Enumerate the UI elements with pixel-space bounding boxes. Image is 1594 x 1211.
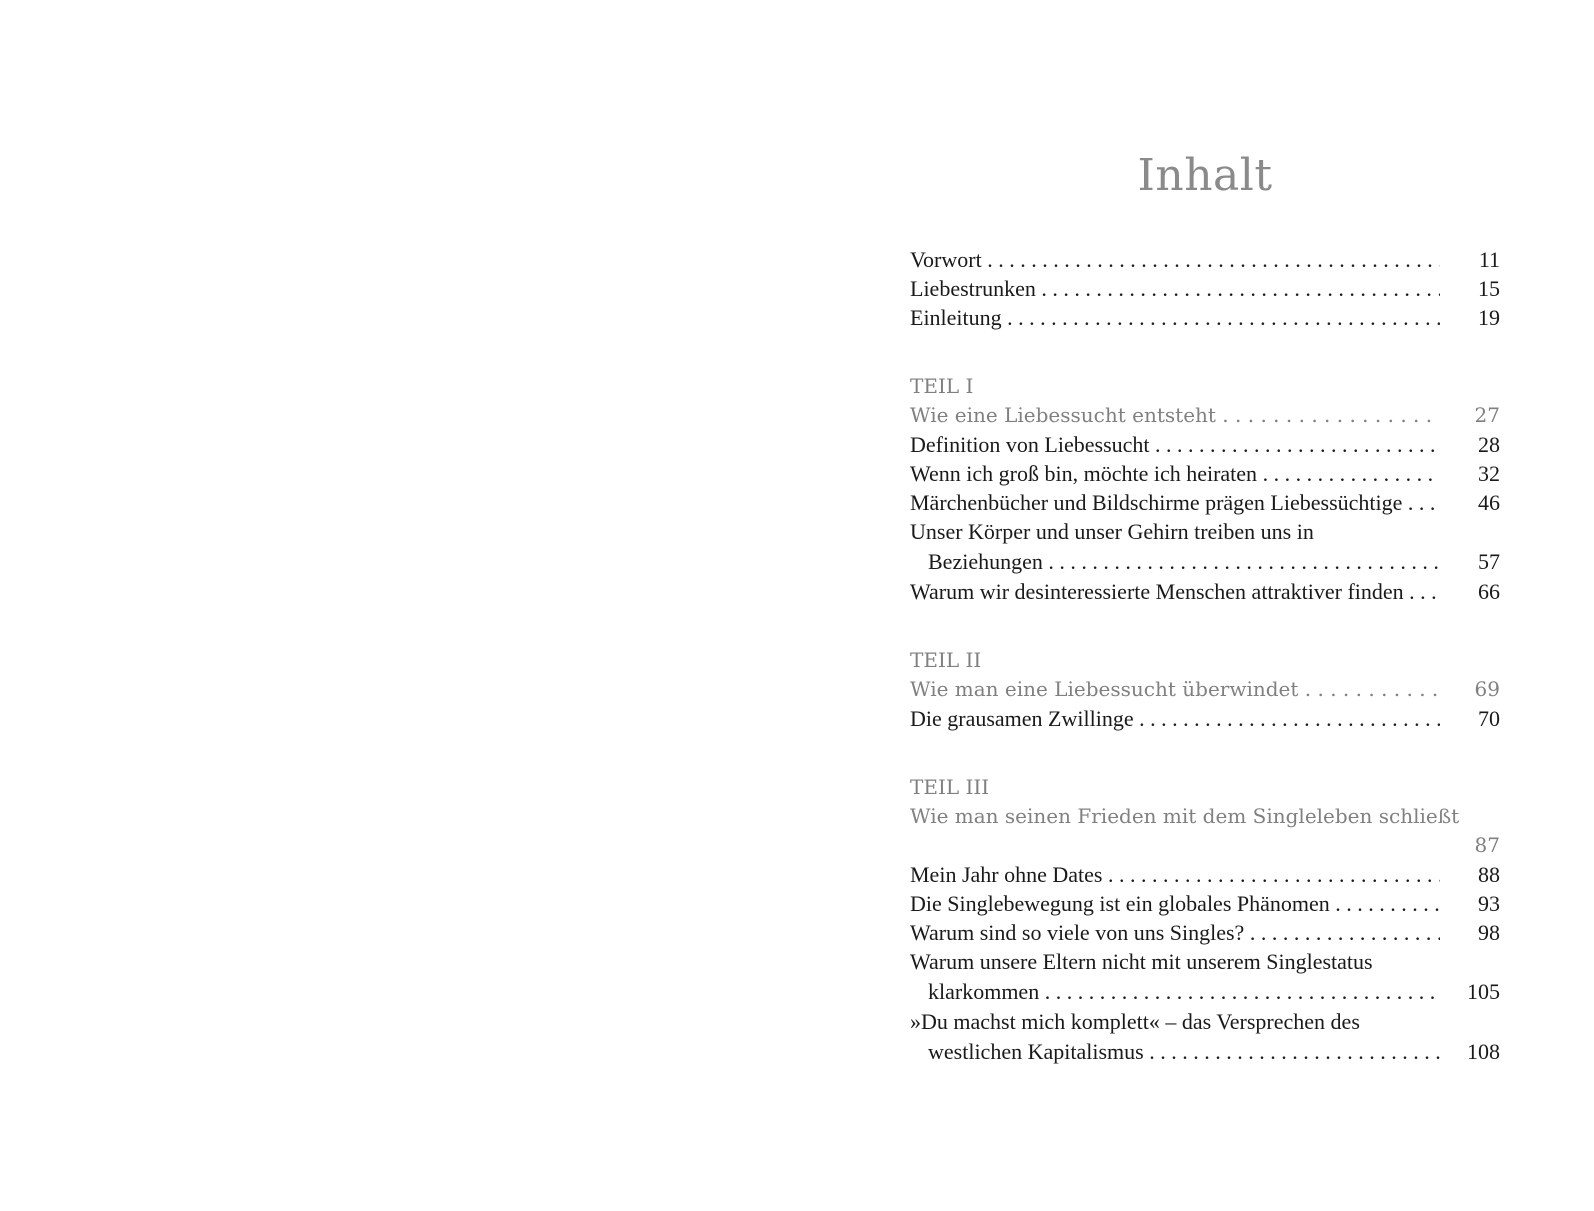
part-label: TEIL III	[910, 775, 990, 799]
part-label: TEIL I	[910, 374, 974, 398]
toc-entry-page: 108	[1467, 1039, 1500, 1064]
toc-entry-label: Unser Körper und unser Gehirn treiben uns in	[910, 519, 1314, 544]
toc-entry-label: Warum wir desinteressierte Menschen attraktiver finden . . .	[910, 577, 1440, 606]
toc-entry	[910, 303, 1500, 332]
front-matter-group	[910, 245, 1500, 332]
table-of-contents	[910, 245, 1500, 1067]
part-title-page: 69	[1474, 677, 1500, 701]
toc-entry-label: Wenn ich groß bin, möchte ich heiraten . . .	[910, 459, 1440, 488]
toc-entry-page: 66	[1478, 579, 1500, 604]
toc-entry-page: 105	[1467, 979, 1500, 1004]
toc-entry-line-2	[910, 546, 1500, 577]
toc-entry-label-continued: klarkommen . . .	[928, 976, 1440, 1007]
toc-entry-page: 32	[1478, 461, 1500, 486]
part-title-page: 87	[1474, 833, 1500, 857]
toc-entry-label: »Du machst mich komplett« – das Versprechen des	[910, 1009, 1360, 1034]
toc-entry-page: 93	[1478, 891, 1500, 916]
part-label: TEIL II	[910, 648, 982, 672]
toc-entry	[910, 488, 1500, 517]
toc-entry-line-2	[910, 976, 1500, 1007]
toc-entry-label: Definition von Liebessucht . . .	[910, 430, 1440, 459]
toc-entry-line-1	[910, 1007, 1500, 1036]
toc-entry-label-continued: westlichen Kapitalismus . . .	[928, 1036, 1440, 1067]
toc-entry-label: Warum unsere Eltern nicht mit unserem Singlestatus	[910, 949, 1373, 974]
toc-title: Inhalt	[1137, 150, 1273, 201]
part-title-entry	[910, 802, 1500, 860]
toc-entry	[910, 889, 1500, 918]
toc-entry-label: Vorwort . . .	[910, 245, 1440, 274]
toc-entry-label: Märchenbücher und Bildschirme prägen Liebessüchtige . . .	[910, 488, 1440, 517]
toc-entry	[910, 860, 1500, 889]
toc-entry	[910, 245, 1500, 274]
toc-entry-page: 11	[1478, 247, 1500, 272]
toc-entry-page: 28	[1478, 432, 1500, 457]
toc-entry-label: Die Singlebewegung ist ein globales Phänomen . . .	[910, 889, 1440, 918]
part-1-group	[910, 372, 1500, 606]
toc-entry-label-continued: Beziehungen . . .	[928, 546, 1440, 577]
toc-entry-label: Mein Jahr ohne Dates . . .	[910, 860, 1440, 889]
part-title-entry	[910, 401, 1500, 430]
toc-entry-line-2	[910, 1036, 1500, 1067]
part-3-group	[910, 773, 1500, 1067]
toc-entry-page: 70	[1478, 706, 1500, 731]
toc-entry-page: 98	[1478, 920, 1500, 945]
part-title: Wie man eine Liebessucht überwindet . . .	[910, 675, 1440, 704]
part-title: Wie eine Liebessucht entsteht . . .	[910, 401, 1440, 430]
toc-entry	[910, 704, 1500, 733]
toc-entry-page: 46	[1478, 490, 1500, 515]
toc-entry-page: 88	[1478, 862, 1500, 887]
toc-entry	[910, 430, 1500, 459]
part-title-page: 27	[1474, 403, 1500, 427]
part-2-group	[910, 646, 1500, 733]
toc-entry	[910, 577, 1500, 606]
toc-entry-label: Einleitung . . .	[910, 303, 1440, 332]
part-title-entry	[910, 675, 1500, 704]
toc-entry-page: 15	[1478, 276, 1500, 301]
toc-entry-label: Warum sind so viele von uns Singles? . . .	[910, 918, 1440, 947]
toc-entry	[910, 918, 1500, 947]
part-title: Wie man seinen Frieden mit dem Singleleben schließt	[910, 804, 1460, 828]
toc-entry-page: 19	[1478, 305, 1500, 330]
toc-entry-line-1	[910, 947, 1500, 976]
toc-entry	[910, 459, 1500, 488]
toc-entry-page: 57	[1478, 549, 1500, 574]
toc-entry-label: Die grausamen Zwillinge . . .	[910, 704, 1440, 733]
toc-entry-label: Liebestrunken . . .	[910, 274, 1440, 303]
toc-entry-line-1	[910, 517, 1500, 546]
toc-entry	[910, 274, 1500, 303]
